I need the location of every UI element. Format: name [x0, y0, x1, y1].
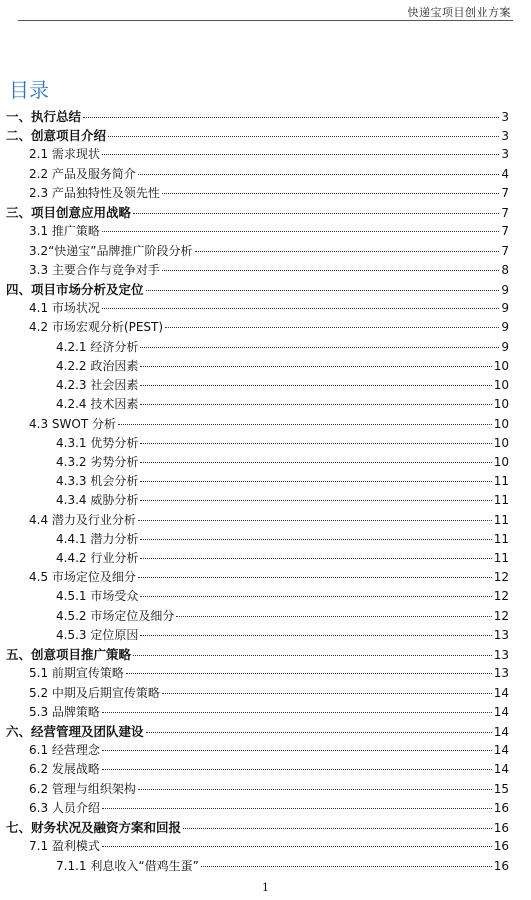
toc-page-number: 10: [493, 435, 509, 450]
toc-dot-leader: [118, 424, 492, 425]
toc-page-number: 13: [493, 666, 509, 681]
toc-entry-text: 七、财务状况及融资方案和回报: [6, 820, 182, 836]
toc-entry[interactable]: [0, 318, 531, 337]
toc-title: 目录: [9, 78, 49, 102]
toc-dot-leader: [176, 616, 491, 617]
toc-entry[interactable]: [0, 511, 531, 530]
toc-page-number: 16: [493, 858, 509, 873]
toc-entry[interactable]: [0, 818, 531, 837]
toc-entry-text: 4.3 SWOT 分析: [29, 416, 116, 431]
toc-dot-leader: [195, 251, 500, 252]
toc-entry[interactable]: [0, 145, 531, 164]
toc-dot-leader: [138, 577, 492, 578]
toc-dot-leader: [126, 673, 492, 674]
toc-entry-text: 4.2.4 技术因素: [56, 397, 139, 412]
toc-dot-leader: [140, 404, 491, 405]
toc-entry-text: 4.3.1 优势分析: [56, 435, 139, 450]
toc-entry-text: 六、经营管理及团队建设: [6, 724, 144, 739]
toc-page-number: 7: [501, 185, 509, 200]
toc-entry[interactable]: [0, 184, 531, 203]
toc-page-number: 16: [493, 821, 509, 836]
toc-dot-leader: [140, 539, 491, 540]
toc-dot-leader: [108, 136, 499, 137]
toc-entry-text: 二、创意项目介绍: [6, 128, 107, 144]
toc-page-number: 11: [493, 474, 509, 489]
toc-entry-text: 2.2 产品及服务简介: [29, 166, 136, 181]
toc-dot-leader: [201, 866, 492, 867]
toc-page-number: 11: [493, 531, 509, 546]
toc-dot-leader: [133, 213, 499, 214]
toc-dot-leader: [102, 712, 492, 713]
toc-page-number: 14: [493, 704, 509, 719]
toc-entry-text: 6.1 经营理念: [29, 743, 100, 758]
toc-entry[interactable]: [0, 434, 531, 453]
toc-entry-text: 7.1 盈利模式: [29, 839, 100, 854]
toc-dot-leader: [165, 327, 499, 328]
toc-page-number: 10: [493, 378, 509, 393]
toc-entry[interactable]: [0, 741, 531, 760]
toc-page-number: 14: [493, 762, 509, 777]
toc-dot-leader: [140, 443, 491, 444]
toc-page-number: 11: [493, 512, 509, 527]
toc-entry[interactable]: [0, 664, 531, 683]
toc-page-number: 9: [501, 282, 509, 297]
toc-page-number: 12: [493, 589, 509, 604]
toc-entry-text: 4.2.2 政治因素: [56, 358, 139, 373]
toc-dot-leader: [140, 558, 491, 559]
toc-page-number: 14: [493, 743, 509, 758]
toc-entry[interactable]: [0, 472, 531, 491]
toc-page-number: 12: [493, 570, 509, 585]
toc-page-number: 15: [493, 781, 509, 796]
toc-page-number: 14: [493, 685, 509, 700]
toc-page-number: 10: [493, 416, 509, 431]
toc-entry-text: 6.3 人员介绍: [29, 800, 100, 815]
toc-entry[interactable]: [0, 395, 531, 414]
toc-entry-text: 4.5.3 定位原因: [56, 627, 139, 642]
toc-page-number: 3: [501, 129, 509, 144]
toc-dot-leader: [138, 520, 492, 521]
toc-page-number: 8: [501, 262, 509, 277]
toc-dot-leader: [102, 808, 492, 809]
toc-page-number: 11: [493, 493, 509, 508]
toc-dot-leader: [162, 693, 492, 694]
toc-dot-leader: [146, 732, 492, 733]
toc-entry[interactable]: [0, 299, 531, 318]
toc-dot-leader: [102, 750, 492, 751]
toc-dot-leader: [140, 462, 491, 463]
toc-entry-text: 3.1 推广策略: [29, 224, 100, 239]
toc-entry-text: 3.3 主要合作与竞争对手: [29, 262, 160, 277]
toc-entry[interactable]: [0, 338, 531, 357]
toc-page-number: 9: [501, 301, 509, 316]
toc-entry[interactable]: [0, 607, 531, 626]
toc-entry-text: 三、项目创意应用战略: [6, 205, 132, 221]
toc-entry[interactable]: [0, 280, 531, 299]
toc-dot-leader: [140, 385, 491, 386]
toc-entry-text: 6.2 管理与组织架构: [29, 781, 136, 796]
toc-entry-text: 4.3.3 机会分析: [56, 474, 139, 489]
toc-entry[interactable]: [0, 703, 531, 722]
toc-dot-leader: [140, 635, 491, 636]
toc-entry-text: 3.2“快递宝”品牌推广阶段分析: [29, 243, 193, 258]
toc-page-number: 13: [493, 648, 509, 663]
toc-page-number: 7: [501, 243, 509, 258]
toc-entry-text: 四、项目市场分析及定位: [6, 281, 144, 297]
toc-page-number: 13: [493, 627, 509, 642]
toc-dot-leader: [133, 655, 492, 656]
toc-entry[interactable]: [0, 222, 531, 241]
toc-dot-leader: [102, 154, 499, 155]
toc-entry-text: 一、执行总结: [6, 109, 82, 124]
toc-entry[interactable]: [0, 415, 531, 434]
toc-entry-text: 2.3 产品独特性及领先性: [29, 185, 160, 200]
toc-entry-text: 5.2 中期及后期宣传策略: [29, 685, 160, 700]
toc-entry-text: 4.4.2 行业分析: [56, 551, 139, 566]
toc-entry[interactable]: [0, 530, 531, 549]
toc-entry[interactable]: [0, 799, 531, 818]
toc-page-number: 9: [501, 320, 509, 335]
table-of-contents: [0, 107, 531, 876]
toc-entry[interactable]: [0, 549, 531, 568]
toc-entry[interactable]: [0, 261, 531, 280]
toc-dot-leader: [162, 193, 499, 194]
toc-page-number: 9: [501, 339, 509, 354]
toc-dot-leader: [102, 231, 499, 232]
toc-entry-text: 4.5 市场定位及细分: [29, 570, 136, 585]
toc-entry-text: 2.1 需求现状: [29, 147, 100, 162]
toc-entry[interactable]: [0, 626, 531, 645]
toc-page-number: 3: [501, 110, 509, 124]
toc-dot-leader: [138, 174, 499, 175]
toc-entry[interactable]: [0, 203, 531, 222]
toc-dot-leader: [140, 500, 491, 501]
toc-dot-leader: [140, 347, 499, 348]
toc-page-number: 10: [493, 358, 509, 373]
toc-page-number: 3: [501, 147, 509, 162]
toc-page-number: 7: [501, 224, 509, 239]
running-header: 快递宝项目创业方案: [407, 6, 511, 19]
toc-entry-text: 4.5.1 市场受众: [56, 589, 139, 604]
toc-page-number: 16: [493, 800, 509, 815]
toc-dot-leader: [140, 596, 491, 597]
toc-dot-leader: [140, 366, 491, 367]
toc-dot-leader: [102, 846, 492, 847]
page-number: 1: [262, 881, 269, 894]
toc-entry-text: 5.3 品牌策略: [29, 704, 100, 719]
toc-entry[interactable]: [0, 107, 531, 126]
toc-entry-text: 4.2.3 社会因素: [56, 378, 139, 393]
toc-page-number: 14: [493, 725, 509, 739]
toc-entry[interactable]: [0, 376, 531, 395]
toc-entry[interactable]: [0, 837, 531, 856]
toc-page-number: 12: [493, 608, 509, 623]
toc-dot-leader: [146, 290, 500, 291]
toc-dot-leader: [140, 481, 491, 482]
toc-entry[interactable]: [0, 857, 531, 876]
toc-entry[interactable]: [0, 568, 531, 587]
toc-entry-text: 4.4 潜力及行业分析: [29, 512, 136, 527]
toc-entry[interactable]: [0, 126, 531, 145]
toc-entry[interactable]: [0, 760, 531, 779]
toc-entry[interactable]: [0, 645, 531, 664]
toc-entry-text: 4.2 市场宏观分析(PEST): [29, 320, 164, 335]
toc-entry-text: 4.1 市场状况: [29, 301, 100, 316]
toc-dot-leader: [138, 789, 492, 790]
toc-dot-leader: [162, 270, 499, 271]
toc-entry-text: 4.5.2 市场定位及细分: [56, 608, 175, 623]
toc-entry-text: 5.1 前期宣传策略: [29, 666, 124, 681]
toc-page-number: 11: [493, 551, 509, 566]
toc-entry-text: 6.2 发展战略: [29, 762, 100, 777]
toc-entry[interactable]: [0, 684, 531, 703]
toc-page-number: 4: [501, 166, 509, 181]
toc-page-number: 10: [493, 454, 509, 469]
toc-entry[interactable]: [0, 357, 531, 376]
toc-page-number: 10: [493, 397, 509, 412]
toc-page-number: 7: [501, 206, 509, 221]
toc-entry[interactable]: [0, 491, 531, 510]
toc-entry[interactable]: [0, 165, 531, 184]
toc-entry[interactable]: [0, 587, 531, 606]
toc-entry-text: 五、创意项目推广策略: [6, 647, 132, 663]
toc-entry[interactable]: [0, 780, 531, 799]
toc-entry-text: 7.1.1 利息收入“借鸡生蛋”: [56, 858, 199, 873]
toc-entry-text: 4.4.1 潜力分析: [56, 531, 139, 546]
toc-entry-text: 4.3.2 劣势分析: [56, 454, 139, 469]
toc-entry[interactable]: [0, 722, 531, 741]
toc-entry-text: 4.2.1 经济分析: [56, 339, 139, 354]
toc-entry[interactable]: [0, 453, 531, 472]
toc-dot-leader: [183, 828, 492, 829]
toc-dot-leader: [102, 769, 492, 770]
toc-dot-leader: [83, 117, 499, 118]
toc-entry[interactable]: [0, 242, 531, 261]
toc-dot-leader: [102, 308, 499, 309]
header-rule: [18, 20, 513, 21]
toc-page-number: 16: [493, 839, 509, 854]
toc-entry-text: 4.3.4 威胁分析: [56, 493, 139, 508]
